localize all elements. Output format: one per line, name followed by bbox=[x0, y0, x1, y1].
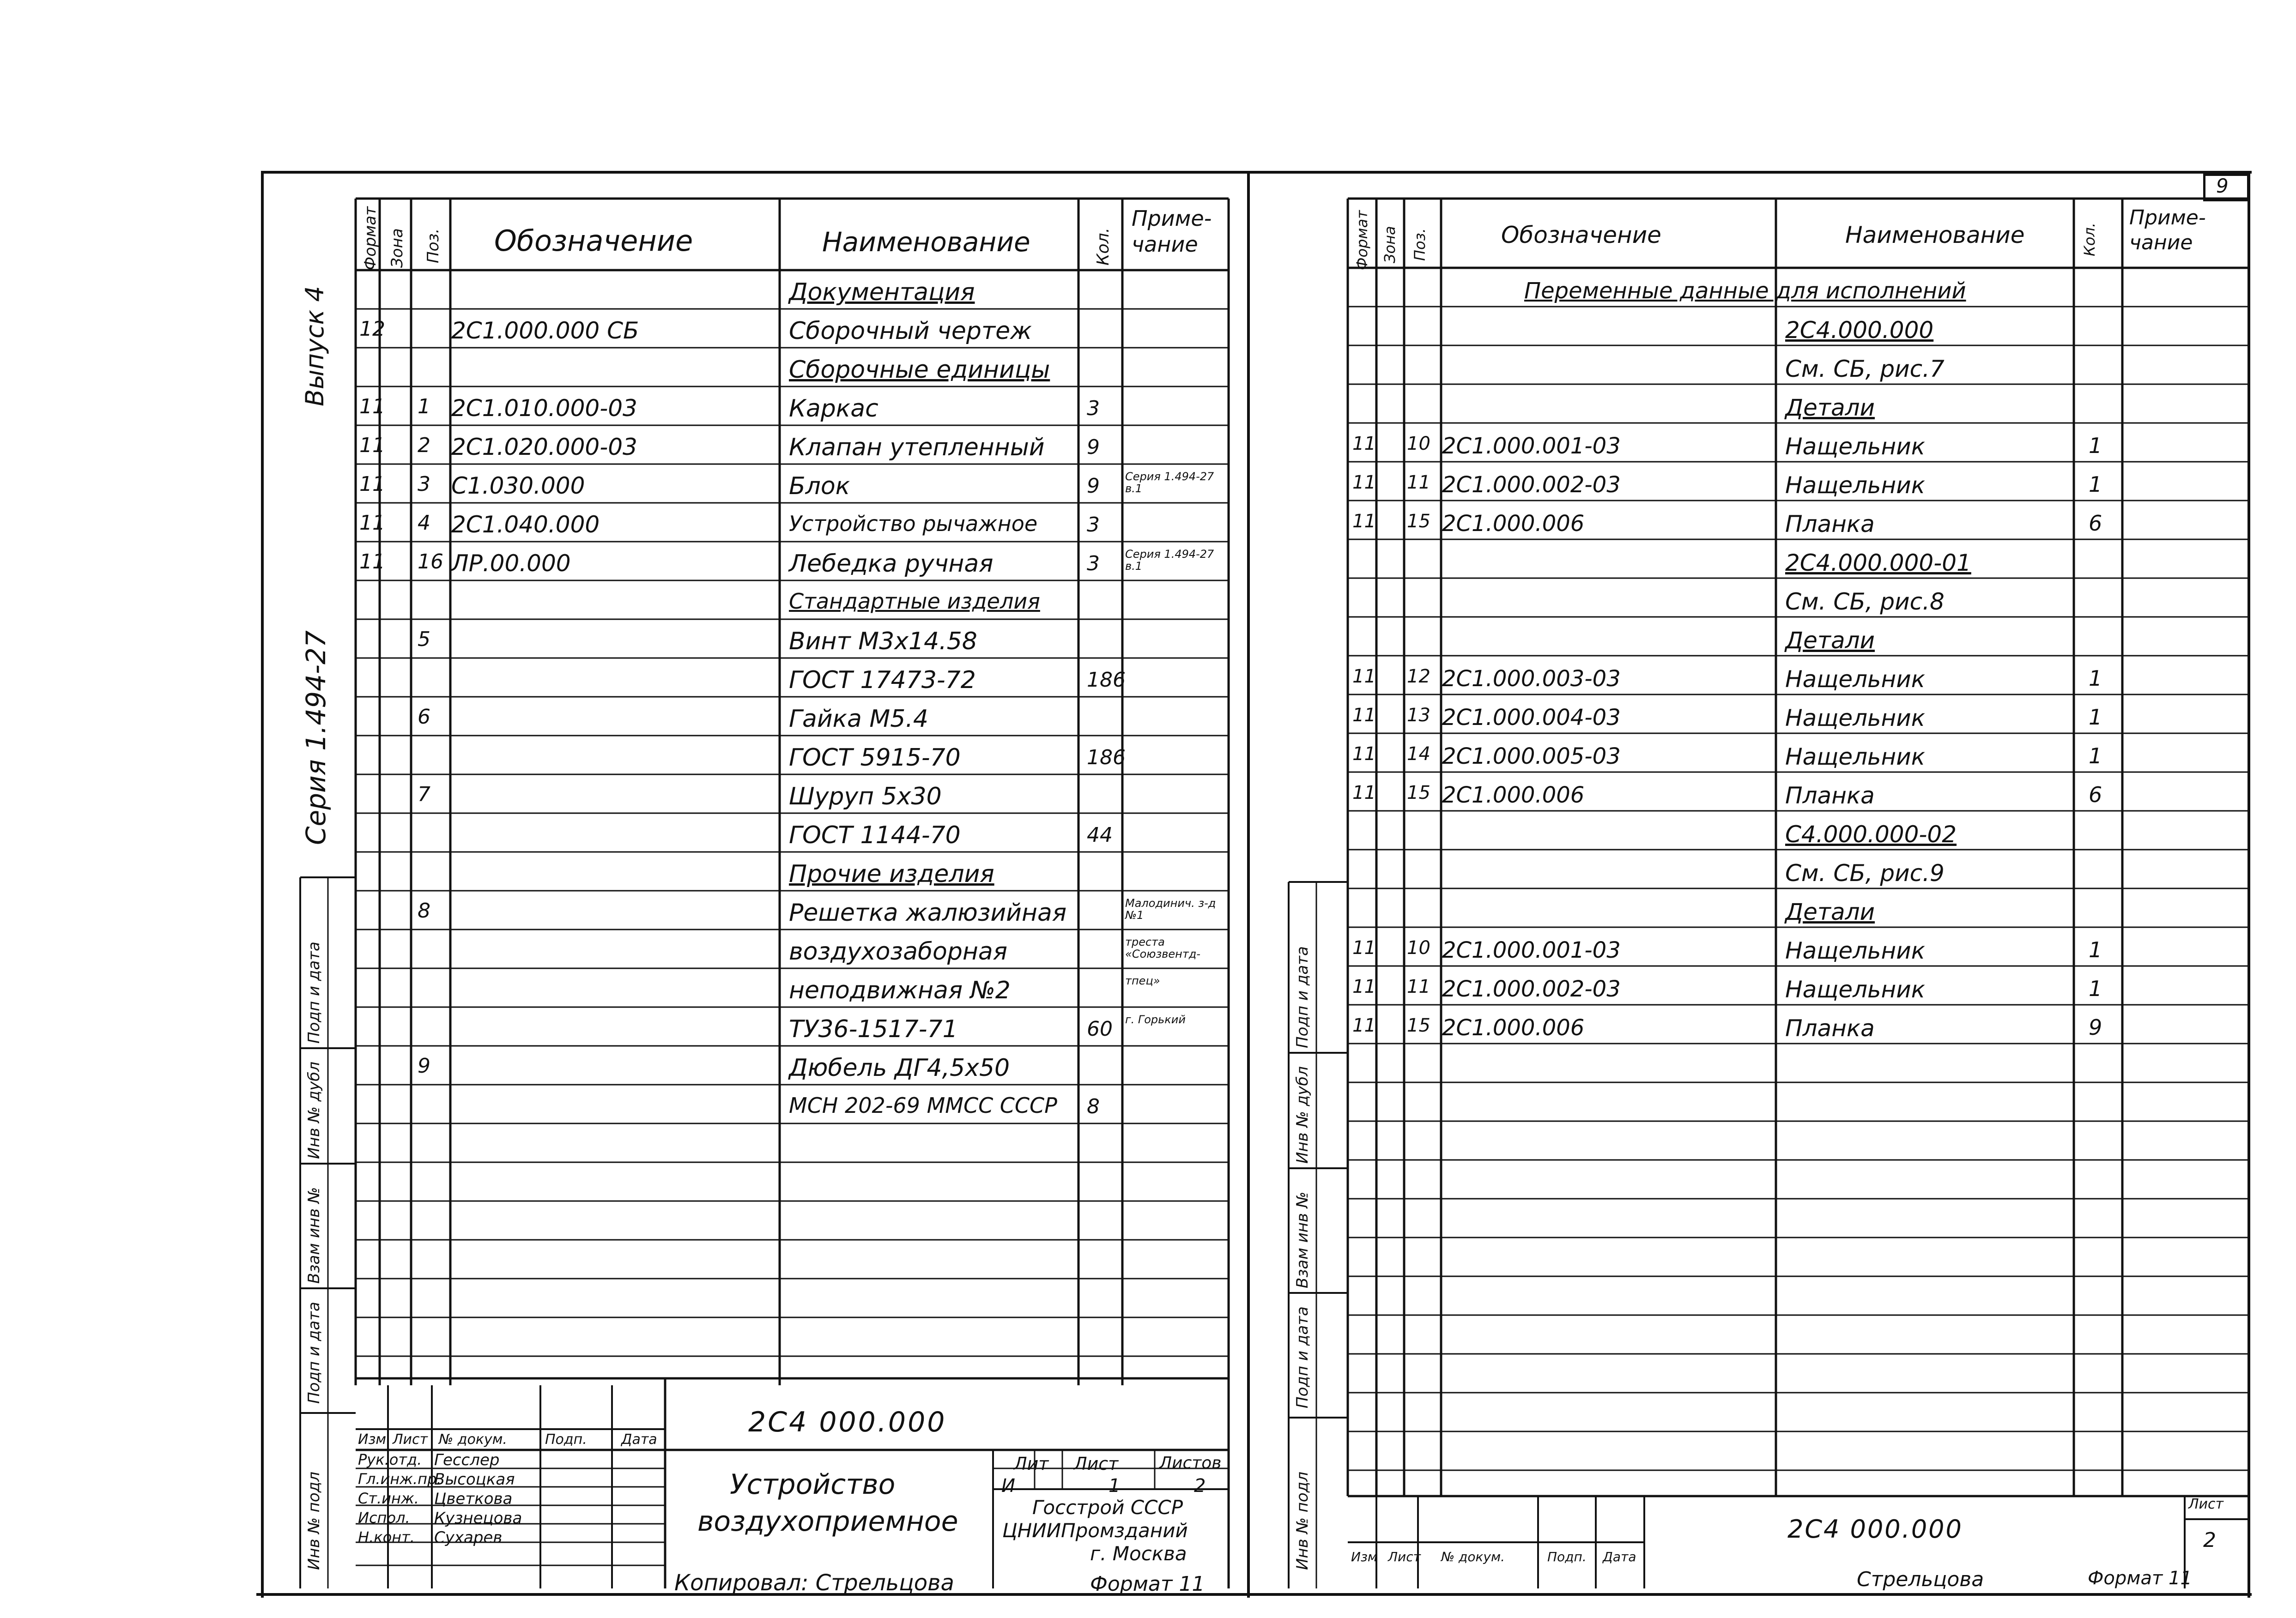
left-header-pos: Поз. bbox=[424, 228, 442, 263]
right-col-list: Лист bbox=[1388, 1549, 1421, 1564]
right-row-designation: 2С1.000.006 bbox=[1442, 782, 1585, 808]
right-row-name: Нащельник bbox=[1785, 976, 1925, 1003]
left-row-designation: 2С1.000.000 СБ bbox=[451, 317, 639, 344]
right-row-format: 11 bbox=[1352, 782, 1376, 803]
right-row-name: Нащельник bbox=[1785, 433, 1925, 460]
right-row-pos: 12 bbox=[1407, 666, 1430, 687]
left-person-role: Гл.инж.пр. bbox=[358, 1470, 442, 1488]
right-stamp-label: Взам инв № bbox=[1293, 1191, 1312, 1288]
right-row-pos: 15 bbox=[1407, 1015, 1430, 1036]
left-org-1: Госстрой СССР bbox=[1032, 1496, 1183, 1519]
right-row-name: Нащельник bbox=[1785, 937, 1925, 964]
left-list-label: Лист bbox=[1074, 1454, 1119, 1474]
left-row-qty: 60 bbox=[1087, 1017, 1113, 1041]
left-row-pos: 16 bbox=[418, 550, 443, 574]
right-row-qty: 1 bbox=[2089, 433, 2102, 458]
series-label: Серия 1.494-27 bbox=[300, 630, 332, 845]
left-row-name: ТУ36-1517-71 bbox=[789, 1015, 958, 1043]
right-row-format: 11 bbox=[1352, 1015, 1376, 1036]
left-person-name: Сухарев bbox=[434, 1528, 503, 1547]
right-row-name: Планка bbox=[1785, 511, 1875, 537]
left-row-pos: 2 bbox=[418, 434, 430, 457]
left-header-note: Приме-чание bbox=[1132, 206, 1212, 257]
right-row-name: Планка bbox=[1785, 782, 1875, 809]
left-row-pos: 3 bbox=[418, 472, 430, 496]
left-row-name: МСН 202-69 ММСС СССР bbox=[789, 1093, 1057, 1118]
left-row-format: 11 bbox=[359, 511, 385, 535]
right-row-pos: 13 bbox=[1407, 705, 1430, 726]
right-row-qty: 6 bbox=[2089, 782, 2102, 807]
left-row-pos: 7 bbox=[418, 783, 430, 806]
right-list-value: 2 bbox=[2203, 1528, 2216, 1552]
left-header-designation: Обозначение bbox=[494, 224, 693, 258]
right-row-designation: 2С1.000.006 bbox=[1442, 511, 1585, 537]
right-row-name: См. СБ, рис.9 bbox=[1785, 860, 1945, 887]
right-row-name: См. СБ, рис.7 bbox=[1785, 356, 1945, 382]
left-code: 2С4 000.000 bbox=[748, 1406, 947, 1438]
right-row-name: См. СБ, рис.8 bbox=[1785, 588, 1945, 615]
left-row-format: 11 bbox=[359, 550, 385, 574]
right-row-format: 11 bbox=[1352, 743, 1376, 765]
left-person-role: Н.конт. bbox=[358, 1528, 415, 1546]
left-person-role: Испол. bbox=[358, 1509, 410, 1527]
left-person-name: Цветкова bbox=[434, 1490, 513, 1508]
left-row-designation: 2С1.040.000 bbox=[451, 511, 600, 538]
right-row-qty: 1 bbox=[2089, 705, 2102, 730]
right-row-pos: 15 bbox=[1407, 782, 1430, 803]
left-row-designation: 2С1.010.000-03 bbox=[451, 395, 637, 422]
right-section-heading: 2С4.000.000-01 bbox=[1785, 549, 1971, 576]
right-row-qty: 1 bbox=[2089, 743, 2102, 768]
left-row-pos: 1 bbox=[418, 395, 430, 418]
right-row-name: Нащельник bbox=[1785, 472, 1925, 499]
left-section-heading: Стандартные изделия bbox=[789, 589, 1040, 614]
left-row-name: Винт М3х14.58 bbox=[789, 628, 977, 655]
left-header-name: Наименование bbox=[822, 226, 1030, 258]
left-section-heading: Сборочные единицы bbox=[789, 356, 1050, 384]
left-row-qty: 9 bbox=[1087, 435, 1100, 459]
left-row-format: 11 bbox=[359, 472, 385, 496]
right-row-designation: 2С1.000.005-03 bbox=[1442, 743, 1621, 769]
left-row-note: Серия 1.494-27 в.1 bbox=[1125, 548, 1214, 573]
right-row-format: 11 bbox=[1352, 511, 1376, 532]
right-row-format: 11 bbox=[1352, 666, 1376, 687]
right-row-designation: 2С1.000.002-03 bbox=[1442, 976, 1621, 1002]
left-row-name: Шуруп 5х30 bbox=[789, 783, 942, 810]
right-section-heading: Детали bbox=[1785, 627, 1875, 654]
right-header-zone: Зона bbox=[1381, 226, 1399, 263]
left-row-pos: 8 bbox=[418, 899, 430, 923]
right-row-format: 11 bbox=[1352, 433, 1376, 454]
right-row-qty: 1 bbox=[2089, 937, 2102, 962]
right-row-pos: 14 bbox=[1407, 743, 1430, 765]
left-title-line2: воздухоприемное bbox=[697, 1505, 958, 1538]
right-row-name: Нащельник bbox=[1785, 666, 1925, 693]
left-stamp-label: Взам инв № bbox=[305, 1187, 323, 1284]
left-col-list: Лист bbox=[393, 1431, 428, 1448]
left-row-name: Сборочный чертеж bbox=[789, 317, 1032, 345]
right-col-izm: Изм bbox=[1351, 1549, 1377, 1564]
right-code: 2С4 000.000 bbox=[1787, 1515, 1963, 1544]
left-header-zone: Зона bbox=[388, 228, 406, 268]
left-person-name: Кузнецова bbox=[434, 1509, 522, 1527]
left-row-pos: 5 bbox=[418, 628, 430, 651]
right-list-label: Лист bbox=[2188, 1496, 2224, 1512]
left-row-qty: 3 bbox=[1087, 513, 1100, 537]
right-section-heading: Детали bbox=[1785, 899, 1875, 925]
left-row-pos: 9 bbox=[418, 1054, 430, 1078]
left-row-name: неподвижная №2 bbox=[789, 977, 1011, 1004]
left-stamp-label: Подп и дата bbox=[305, 942, 323, 1044]
right-col-doc: № докум. bbox=[1441, 1549, 1505, 1564]
issue-label: Выпуск 4 bbox=[300, 286, 329, 406]
right-row-format: 11 bbox=[1352, 976, 1376, 997]
left-row-name: Дюбель ДГ4,5х50 bbox=[789, 1054, 1010, 1082]
left-listov-value: 2 bbox=[1194, 1475, 1206, 1497]
right-row-designation: 2С1.000.001-03 bbox=[1442, 937, 1621, 963]
left-row-name: ГОСТ 5915-70 bbox=[789, 744, 961, 772]
left-stamp-label: Подп и дата bbox=[305, 1302, 323, 1404]
left-row-name: Каркас bbox=[789, 395, 878, 423]
left-footer-format: Формат 11 bbox=[1090, 1572, 1205, 1596]
right-section-heading: Детали bbox=[1785, 394, 1875, 421]
left-person-name: Высоцкая bbox=[434, 1470, 515, 1489]
right-stamp-label: Инв № подл bbox=[1293, 1472, 1312, 1570]
left-row-designation: ЛР.00.000 bbox=[451, 550, 571, 577]
left-lit-label: Лит bbox=[1014, 1454, 1049, 1474]
right-header-qty: Кол. bbox=[2081, 223, 2098, 256]
right-row-pos: 15 bbox=[1407, 511, 1430, 532]
left-col-doc: № докум. bbox=[439, 1431, 507, 1448]
right-row-pos: 11 bbox=[1407, 472, 1430, 493]
left-row-name: ГОСТ 1144-70 bbox=[789, 821, 961, 849]
left-stamp-label: Инв № дубл bbox=[305, 1061, 323, 1159]
right-row-name: Нащельник bbox=[1785, 705, 1925, 731]
left-row-qty: 8 bbox=[1087, 1095, 1100, 1118]
left-row-qty: 186 bbox=[1087, 746, 1126, 769]
left-row-designation: 2С1.020.000-03 bbox=[451, 434, 637, 460]
page-number: 9 bbox=[2216, 175, 2229, 197]
left-row-note: г. Горький bbox=[1125, 1013, 1186, 1026]
left-row-name: Блок bbox=[789, 472, 850, 500]
left-row-note: Серия 1.494-27 в.1 bbox=[1125, 470, 1214, 495]
right-row-qty: 1 bbox=[2089, 472, 2102, 497]
left-section-heading: Документация bbox=[789, 278, 975, 306]
left-row-qty: 3 bbox=[1087, 397, 1100, 420]
right-stamp-label: Инв № дубл bbox=[1293, 1066, 1312, 1164]
left-footer-copied: Копировал: Стрельцова bbox=[674, 1570, 954, 1596]
left-row-pos: 4 bbox=[418, 511, 430, 535]
left-stamp-label: Инв № подл bbox=[305, 1472, 323, 1570]
right-row-designation: 2С1.000.003-03 bbox=[1442, 666, 1621, 692]
left-row-qty: 186 bbox=[1087, 668, 1126, 692]
right-row-name: Нащельник bbox=[1785, 743, 1925, 770]
left-row-name: Устройство рычажное bbox=[789, 511, 1038, 536]
right-header-format: Формат bbox=[1353, 210, 1371, 270]
right-header-designation: Обозначение bbox=[1501, 222, 1661, 248]
right-footer-copied: Стрельцова bbox=[1857, 1568, 1984, 1591]
left-col-izm: Изм bbox=[358, 1431, 387, 1448]
left-row-name: ГОСТ 17473-72 bbox=[789, 666, 976, 694]
right-header-name: Наименование bbox=[1845, 222, 2025, 248]
right-row-qty: 9 bbox=[2089, 1015, 2102, 1040]
right-row-designation: 2С1.000.004-03 bbox=[1442, 705, 1621, 731]
left-row-note: тпец» bbox=[1125, 974, 1160, 987]
left-person-role: Рук.отд. bbox=[358, 1451, 422, 1468]
left-row-name: Решетка жалюзийная bbox=[789, 899, 1067, 927]
right-header-pos: Поз. bbox=[1411, 228, 1429, 261]
right-row-designation: 2С1.000.006 bbox=[1442, 1015, 1585, 1041]
left-person-role: Ст.инж. bbox=[358, 1490, 419, 1507]
left-row-qty: 3 bbox=[1087, 552, 1100, 575]
left-title-line1: Устройство bbox=[730, 1468, 896, 1501]
left-row-format: 11 bbox=[359, 434, 385, 457]
left-row-designation: С1.030.000 bbox=[451, 472, 585, 499]
left-row-format: 12 bbox=[359, 317, 385, 341]
right-stamp-label: Подп и дата bbox=[1293, 946, 1312, 1048]
left-row-qty: 9 bbox=[1087, 474, 1100, 498]
left-listov-label: Листов bbox=[1159, 1454, 1222, 1473]
left-row-name: Клапан утепленный bbox=[789, 434, 1045, 461]
left-row-format: 11 bbox=[359, 395, 385, 418]
right-row-qty: 6 bbox=[2089, 511, 2102, 536]
left-row-pos: 6 bbox=[418, 705, 430, 729]
right-row-format: 11 bbox=[1352, 705, 1376, 726]
left-lit-value: И bbox=[1001, 1475, 1015, 1497]
right-row-pos: 11 bbox=[1407, 976, 1430, 997]
right-col-podp: Подп. bbox=[1547, 1549, 1587, 1564]
right-row-format: 11 bbox=[1352, 472, 1376, 493]
right-section-heading: С4.000.000-02 bbox=[1785, 821, 1957, 848]
right-row-pos: 10 bbox=[1407, 433, 1430, 454]
right-row-qty: 1 bbox=[2089, 976, 2102, 1001]
left-row-note: треста «Союзвентд- bbox=[1125, 936, 1201, 960]
right-row-format: 11 bbox=[1352, 937, 1376, 959]
right-row-name: Планка bbox=[1785, 1015, 1875, 1042]
left-list-value: 1 bbox=[1109, 1475, 1121, 1497]
right-header-note: Приме-чание bbox=[2129, 206, 2206, 254]
right-row-pos: 10 bbox=[1407, 937, 1430, 959]
left-row-note: Малодинич. з-д №1 bbox=[1125, 897, 1216, 922]
right-row-qty: 1 bbox=[2089, 666, 2102, 691]
left-row-name: воздухозаборная bbox=[789, 938, 1007, 966]
right-section-heading: Переменные данные для исполнений bbox=[1524, 278, 1966, 304]
left-org-2: ЦНИИПромзданий bbox=[1002, 1519, 1188, 1542]
left-header-format: Формат bbox=[361, 206, 380, 270]
right-col-data: Дата bbox=[1603, 1549, 1636, 1564]
left-person-name: Гесслер bbox=[434, 1451, 500, 1469]
left-row-name: Лебедка ручная bbox=[789, 550, 994, 578]
left-header-qty: Кол. bbox=[1094, 227, 1113, 266]
right-row-designation: 2С1.000.002-03 bbox=[1442, 472, 1621, 498]
right-row-designation: 2С1.000.001-03 bbox=[1442, 433, 1621, 459]
right-stamp-label: Подп и дата bbox=[1293, 1306, 1312, 1408]
right-section-heading: 2С4.000.000 bbox=[1785, 317, 1934, 344]
left-section-heading: Прочие изделия bbox=[789, 860, 994, 888]
left-row-name: Гайка М5.4 bbox=[789, 705, 928, 733]
left-col-podp: Подп. bbox=[545, 1431, 587, 1448]
right-footer-format: Формат 11 bbox=[2088, 1568, 2192, 1589]
left-org-3: г. Москва bbox=[1090, 1542, 1187, 1565]
left-row-qty: 44 bbox=[1087, 823, 1113, 847]
left-col-data: Дата bbox=[621, 1431, 657, 1448]
